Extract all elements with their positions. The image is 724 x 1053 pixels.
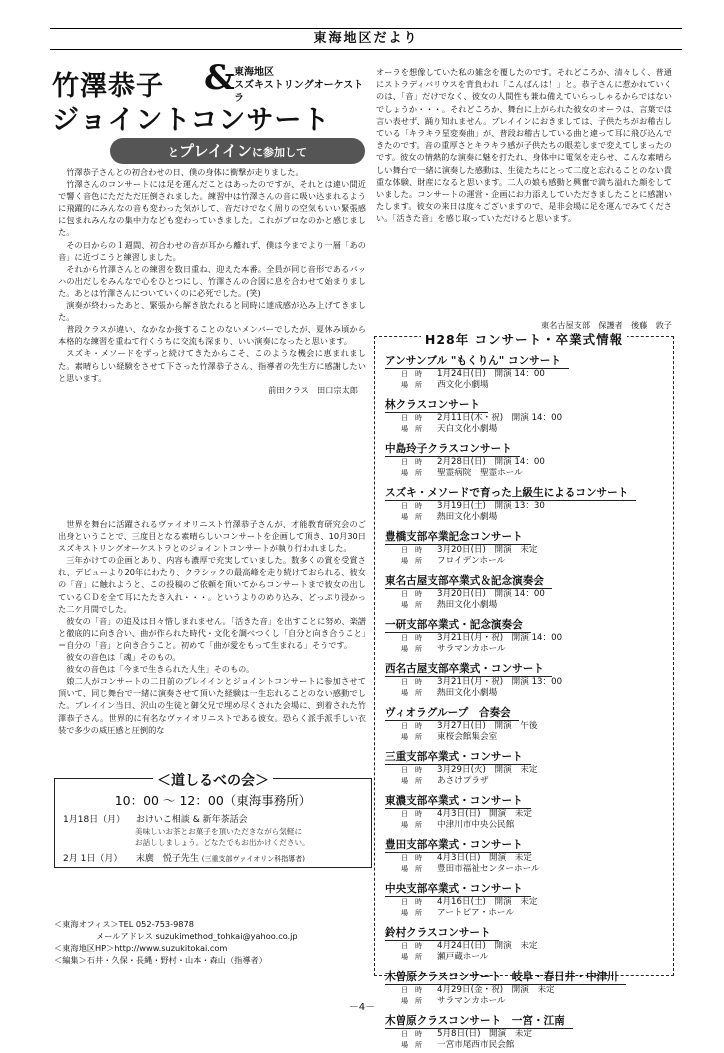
paragraph: 彼女の「音」の追及は日々惜しまれません。「活きた音」を出すことに努め、楽譜と徹底的に向き合い、曲が作られた時代・文化を調べつくし「自分と向き合うこと」＝自分の「音」と向き合うこと。初めて「曲が愛をもって生まれる」そうです。 bbox=[58, 615, 366, 650]
section-header: 東海地区だより bbox=[50, 28, 682, 50]
page-number: －4－ bbox=[348, 1002, 376, 1013]
event-name: 豊橋支部卒業記念コンサート bbox=[385, 531, 531, 545]
paragraph: 普段クラスが違い、なかなか接することのないメンバーでしたが、夏休み頃から本格的な練習を重ねて行くうちに交流も深まり、いい演奏になったと思います。 bbox=[58, 324, 366, 347]
event-name: アンサンブル "もくりん" コンサート bbox=[385, 355, 569, 369]
event-item bbox=[385, 701, 669, 744]
event-name: 三重支部卒業式・コンサート bbox=[385, 751, 531, 765]
event-name: 豊田支部卒業式・コンサート bbox=[385, 839, 531, 853]
title-subtitle: 東海地区 スズキストリングオーケストラ bbox=[234, 67, 364, 104]
paragraph: その日からの１週間、初合わせの音が耳から離れず、僕は今までより一層「あの音」に近づこうと練習しました。 bbox=[58, 239, 366, 262]
event-place: 場 所 アートピア・ホール bbox=[401, 908, 514, 919]
event-list bbox=[385, 349, 669, 1053]
event-item bbox=[385, 1009, 669, 1052]
event-date: 日 時 2月11日(木・祝) 開演 14：00 bbox=[401, 413, 563, 423]
event-date: 日 時 4月24日(日) 開演 未定 bbox=[401, 941, 538, 951]
event-name: 西名古屋支部卒業式・コンサート bbox=[385, 663, 552, 677]
article-2 bbox=[58, 518, 366, 736]
event-place: 場 所 豊田市福祉センターホール bbox=[401, 864, 540, 875]
event-date: 日 時 4月29日(金・祝) 開演 未定 bbox=[401, 985, 555, 995]
concert-info-box bbox=[374, 332, 674, 1051]
event-place: 場 所 サラマンカホール bbox=[401, 996, 506, 1007]
paragraph: 彼女の音色は「魂」そのもの。 bbox=[66, 652, 181, 663]
event-date: 日 時 3月27日(日) 開演 午後 bbox=[401, 721, 538, 731]
event-name: 中央支部卒業式・コンサート bbox=[385, 883, 531, 897]
event-date: 日 時 4月3日(日) 開演 未定 bbox=[401, 809, 532, 819]
box-row: 2月 1日（月） 末廣 悦子先生 (三重支部ヴァイオリン科指導者) bbox=[63, 854, 305, 864]
paragraph: スズキ・メソードをずっと続けてきたからこそ、このような機会に恵まれました。素晴らしい経験をさせて下さった竹澤恭子さん、指導者の先生方に感謝したいと思います。 bbox=[58, 348, 366, 383]
event-item bbox=[385, 657, 669, 700]
event-item bbox=[385, 437, 669, 480]
event-item bbox=[385, 525, 669, 568]
event-date: 日 時 2月28日(日) 開演 14：00 bbox=[401, 457, 545, 467]
title-banner: とプレイインに参加して bbox=[110, 138, 365, 164]
event-item bbox=[385, 833, 669, 876]
event-place: 場 所 天白文化小劇場 bbox=[401, 424, 498, 435]
event-name: スズキ・メソードで育った上級生によるコンサート bbox=[385, 487, 636, 501]
event-item bbox=[385, 393, 669, 436]
event-name: 中島玲子クラスコンサート bbox=[385, 443, 520, 457]
michishirube-box bbox=[54, 773, 372, 868]
event-name: 林クラスコンサート bbox=[385, 399, 488, 413]
event-date: 日 時 3月21日(月・祝) 開演 14：00 bbox=[401, 633, 563, 643]
event-place: 場 所 中津川市中央公民館 bbox=[401, 820, 515, 831]
article-2-continued bbox=[376, 66, 672, 225]
event-date: 日 時 1月24日(日) 開演 14：00 bbox=[401, 369, 545, 379]
event-item bbox=[385, 921, 669, 964]
paragraph: 世界を舞台に活躍されるヴァイオリニスト竹澤恭子さんが、才能教育研究会のご出身ということで、三度目となる素晴らしいコンサートを企画して頂き、10月30日スズキストリングオーケストラとのジョイントコンサートが執り行われました。 bbox=[58, 519, 366, 554]
box-row: 1月18日（月） おけいこ相談 & 新年茶話会 bbox=[63, 815, 248, 825]
box-time: 10：00 ～ 12：00（東海事務所） bbox=[114, 793, 312, 808]
event-date: 日 時 4月3日(日) 開演 未定 bbox=[401, 853, 532, 863]
event-place: 場 所 熱田文化小劇場 bbox=[401, 600, 498, 611]
event-place: 場 所 一宮市尾西市民会館 bbox=[401, 1040, 515, 1051]
event-place: 場 所 フロイデンホール bbox=[401, 556, 506, 567]
event-place: 場 所 東桜会館集会室 bbox=[401, 732, 498, 743]
event-item bbox=[385, 789, 669, 832]
box-row-note: 美味しいお茶とお菓子を頂いただきながら気軽に お話ししましょう。どなたでもお出かけください。 bbox=[135, 827, 310, 847]
event-place: 場 所 聖霊病院 聖霊ホール bbox=[401, 468, 523, 479]
event-name: ヴィオラグループ 合奏会 bbox=[385, 707, 519, 721]
title-line-2: ジョイントコンサート bbox=[52, 105, 331, 136]
event-date: 日 時 3月21日(月・祝) 開演 13：00 bbox=[401, 677, 563, 687]
signature: 前田クラス 田口宗太郎 bbox=[268, 384, 358, 395]
paragraph: 三年かけての企画とあり、内容も濃厚で充実していました。数多くの賞を受賞され、デビューより20年にわたり、クラシックの最高峰を走り続けておられる、彼女の「音」に触れようと、この投稿のご依頼を頂いてからコンサートまで彼女の出しているＣＤを全て耳にたたき入れ・・・。というよりのめり込み、どっぷり浸かった二ケ月間でした。 bbox=[58, 555, 366, 614]
event-item bbox=[385, 877, 669, 920]
paragraph: 演奏が終わったあと、緊張から解き放たれると同時に達成感が込み上げてきました。 bbox=[58, 300, 366, 323]
paragraph: 竹澤恭子さんとの初合わせの日、僕の身体に衝撃が走りました。 bbox=[66, 167, 304, 177]
event-name: 鈴村クラスコンサート bbox=[385, 927, 499, 941]
event-place: 場 所 熱田文化小劇場 bbox=[401, 512, 498, 523]
event-item bbox=[385, 613, 669, 656]
info-title: H28年 コンサート・卒業式情報 bbox=[375, 329, 673, 348]
event-place: 場 所 西文化小劇場 bbox=[401, 380, 489, 391]
contact-footer: ＜東海オフィス＞TEL 052-753-9878 メールアドレス suzukimethod_tohkai@yahoo.co.jp ＜東海地区HP＞http://www.suzukitokai.com ＜編集＞石井・久保・長縄・野村・山本・森山（指導者） bbox=[54, 919, 298, 965]
paragraph-continued: 娘二人がコンサートの二日前のプレイインとジョイントコンサートに参加させて頂いて、同じ舞台で一緒に演奏させて頂いた経験は一生忘れることのない感動でした。プレイイン当日、沢山の生徒と御父兄で埋め尽くされた会場に、到着された竹澤恭子さん。世界的に有名なヴァイオリニストである彼女。恐らく派手派手しい衣装で多少の威圧感と圧倒的な bbox=[58, 676, 366, 735]
event-place: 場 所 瀬戸蔵ホール bbox=[401, 952, 489, 963]
article-1 bbox=[58, 166, 366, 396]
event-item bbox=[385, 481, 669, 524]
event-date: 日 時 5月8日(日) 開演 未定 bbox=[401, 1029, 532, 1039]
title-ampersand: & bbox=[204, 58, 235, 98]
box-title: ＜道しるべの会＞ bbox=[55, 770, 371, 790]
event-place: 場 所 熱田文化小劇場 bbox=[401, 688, 498, 699]
event-date: 日 時 4月16日(土) 開演 未定 bbox=[401, 897, 538, 907]
event-item bbox=[385, 569, 669, 612]
event-date: 日 時 3月19日(土) 開演 13：30 bbox=[401, 501, 545, 511]
event-name: 東濃支部卒業式・コンサート bbox=[385, 795, 531, 809]
paragraph: 竹澤さんのコンサートには足を運んだことはあったのですが、それとは違い間近で響く音色にただただ圧倒されました。練習中は竹澤さんの音に吸い込まれるように飛躍的にみんなの音も変わった気がして、音だけでなく周りの空気もいい緊張感に包まれみんなの集中力なども変わっていきました。これがプロなのかと感じました。 bbox=[58, 179, 366, 238]
event-item bbox=[385, 349, 669, 392]
paragraph: それから竹澤さんとの練習を数日重ね、迎えた本番。全員が同じ音形であるバッハの出だしをみんなで心をひとつにし、竹澤さんの合図に息を合わせて始まりました。あとは竹澤さんについていくのに必死でした。(笑) bbox=[58, 263, 366, 298]
event-name: 一研支部卒業式・記念演奏会 bbox=[385, 619, 531, 633]
event-name: 東名古屋支部卒業式＆記念演奏会 bbox=[385, 575, 552, 589]
event-place: 場 所 あさけプラザ bbox=[401, 776, 489, 787]
paragraph: 彼女の音色は「今まで生きられた人生」そのもの。 bbox=[66, 664, 255, 675]
event-date: 日 時 3月29日(火) 開演 未定 bbox=[401, 765, 538, 775]
event-date: 日 時 3月20日(日) 開演 14：00 bbox=[401, 589, 545, 599]
event-date: 日 時 3月20日(日) 開演 未定 bbox=[401, 545, 538, 555]
paragraph: オーラを想像していた私の雑念を覆したのです。それどころか、清々しく、普通にストラディバリウスを背負われ「こんばんは！」と。恭子さんに惹かれていくのは、「音」だけでなく、彼女の人間性も兼ね備えていらっしゃるからではないでしょうか・・・。それどころか、舞台に上がられた彼女のオーラは、言葉では言い表せず、踊り知れません。プレイインにおきましては、子供たちがお稽古している「キラキラ星変奏曲」が、普段お稽古している曲と違って耳に飛び込んできたのです。音の重厚さとキラキラ感が子供たちの眼差しまで変えてしまったのです。彼女の情熱的な演奏に魅を打たれ、身体中に電気を走らせ、こんな素晴らしい舞台で一緒に演奏した感動は、生徒たちにとって二度と忘れることのない貴重な体験、財産になると思います。二人の娘も感動と興奮で満ち溢れた顔をしていました。コンサートの運営・企画にお力添えしていただきましたことに感謝いたします。彼女の来日は度々ございますので、是非会場に足を運んでみてください。「活きた音」を感じ取っていただけると思います。 bbox=[376, 67, 672, 224]
event-name: 木曽原クラスコンサート 一宮・江南 bbox=[385, 1015, 573, 1029]
event-item bbox=[385, 745, 669, 788]
event-place: 場 所 サラマンカホール bbox=[401, 644, 506, 655]
signature: 東名古屋支部 保護者 後藤 敦子 bbox=[540, 320, 672, 330]
title-line-1: 竹澤恭子 bbox=[52, 71, 164, 102]
event-name: 木曽原クラスコンサート 岐阜・春日井・中津川 bbox=[385, 971, 626, 985]
